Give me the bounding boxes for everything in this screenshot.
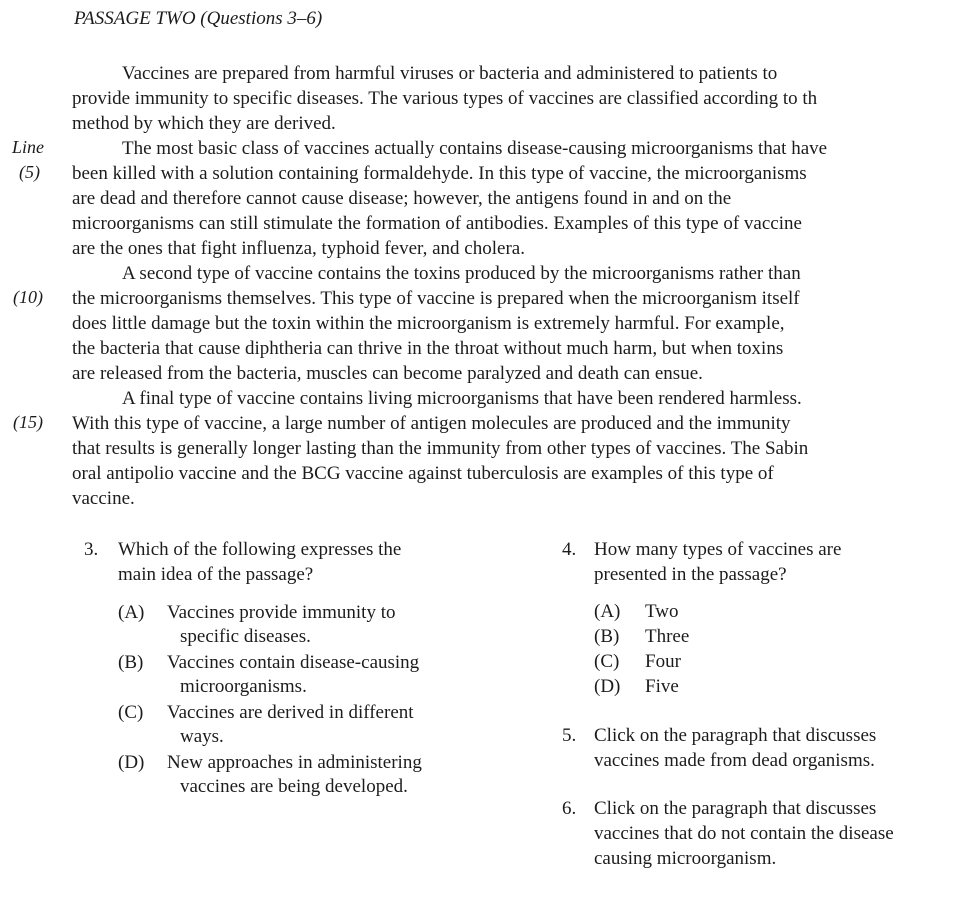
- question-prompt: presented in the passage?: [594, 564, 787, 585]
- passage-line: vaccine.: [72, 488, 135, 509]
- question-prompt: Which of the following expresses the: [118, 539, 402, 560]
- passage-line: the microorganisms themselves. This type of vaccine is prepared when the microorganism itself: [72, 288, 800, 309]
- option-text: specific diseases.: [180, 626, 311, 647]
- option-text: microorganisms.: [180, 676, 307, 697]
- option-text: vaccines are being developed.: [180, 776, 408, 797]
- passage-line: A second type of vaccine contains the toxins produced by the microorganisms rather than: [122, 263, 801, 284]
- line-number-10: (10): [13, 287, 43, 307]
- question-prompt: causing microorganism.: [594, 848, 777, 869]
- option-text: Five: [645, 676, 679, 697]
- passage-line: The most basic class of vaccines actually contains disease-causing microorganisms that have: [122, 138, 828, 159]
- passage-line: that results is generally longer lasting than the immunity from other types of vaccines. The Sabin: [72, 438, 809, 459]
- passage-line: provide immunity to specific diseases. The various types of vaccines are classified according to th: [72, 88, 818, 109]
- option-text: Two: [645, 601, 679, 622]
- option-letter: (D): [594, 676, 621, 697]
- line-label: Line: [12, 137, 45, 157]
- passage-line: Vaccines are prepared from harmful viruses or bacteria and administered to patients to: [122, 63, 778, 84]
- line-number-5: (5): [19, 162, 40, 182]
- passage-line: are released from the bacteria, muscles can become paralyzed and death can ensue.: [72, 363, 703, 384]
- question-number: 4.: [562, 539, 577, 560]
- passage-line: are the ones that fight influenza, typhoid fever, and cholera.: [72, 238, 525, 259]
- option-letter: (B): [594, 626, 620, 647]
- question-prompt: vaccines that do not contain the disease: [594, 823, 894, 844]
- question-prompt: Click on the paragraph that discusses: [594, 798, 877, 819]
- question-prompt: How many types of vaccines are: [594, 539, 842, 560]
- option-text: Vaccines contain disease-causing: [167, 652, 420, 673]
- passage-line: With this type of vaccine, a large number of antigen molecules are produced and the immunity: [72, 413, 791, 434]
- passage-line: been killed with a solution containing formaldehyde. In this type of vaccine, the microorganisms: [72, 163, 807, 184]
- question-number: 3.: [84, 539, 99, 560]
- line-number-15: (15): [13, 412, 43, 432]
- question-prompt: vaccines made from dead organisms.: [594, 750, 875, 771]
- passage-line: microorganisms can still stimulate the formation of antibodies. Examples of this type of vaccine: [72, 213, 802, 234]
- option-letter: (D): [118, 752, 145, 773]
- question-prompt: main idea of the passage?: [118, 564, 314, 585]
- passage-line: the bacteria that cause diphtheria can thrive in the throat without much harm, but when toxins: [72, 338, 784, 359]
- option-text: Vaccines provide immunity to: [167, 602, 396, 623]
- option-text: New approaches in administering: [167, 752, 422, 773]
- question-prompt: Click on the paragraph that discusses: [594, 725, 877, 746]
- passage-heading: PASSAGE TWO (Questions 3–6): [74, 8, 323, 29]
- option-letter: (B): [118, 652, 144, 673]
- option-letter: (C): [118, 702, 144, 723]
- option-letter: (C): [594, 651, 620, 672]
- passage-line: method by which they are derived.: [72, 113, 336, 134]
- question-number: 6.: [562, 798, 577, 819]
- passage-line: A final type of vaccine contains living microorganisms that have been rendered harmless.: [122, 388, 802, 409]
- option-text: Four: [645, 651, 681, 672]
- passage-line: are dead and therefore cannot cause disease; however, the antigens found in and on the: [72, 188, 732, 209]
- passage-line: oral antipolio vaccine and the BCG vaccine against tuberculosis are examples of this type of: [72, 463, 774, 484]
- option-text: Three: [645, 626, 690, 647]
- option-text: Vaccines are derived in different: [167, 702, 414, 723]
- option-text: ways.: [180, 726, 224, 747]
- option-letter: (A): [594, 601, 621, 622]
- question-number: 5.: [562, 725, 577, 746]
- passage-line: does little damage but the toxin within the microorganism is extremely harmful. For example,: [72, 313, 785, 334]
- option-letter: (A): [118, 602, 145, 623]
